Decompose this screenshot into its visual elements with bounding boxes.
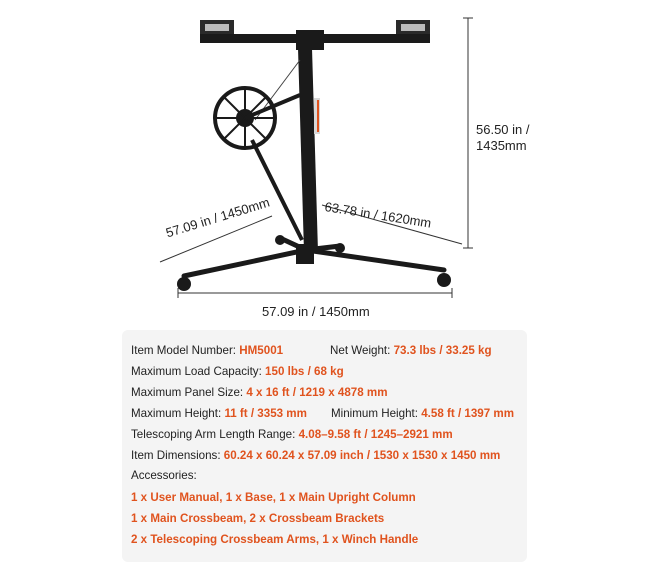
model-value: HM5001 xyxy=(239,344,284,357)
min-height-value: 4.58 ft / 1397 mm xyxy=(421,407,515,420)
dimension-lines xyxy=(160,18,473,298)
height-dimension-line2: 1435mm xyxy=(476,138,527,153)
height-dimension-label xyxy=(476,122,530,154)
net-weight-label: Net Weight: xyxy=(330,344,391,357)
spec-row-model xyxy=(131,344,283,358)
base-dimension-label: 57.09 in / 1450mm xyxy=(262,304,370,319)
load-value: 150 lbs / 68 kg xyxy=(265,365,344,378)
max-height-value: 11 ft / 3353 mm xyxy=(224,407,307,420)
max-height-label: Maximum Height: xyxy=(131,407,222,420)
upright-column xyxy=(255,48,320,252)
spec-row-arm xyxy=(131,428,453,442)
accessory-line-1: 1 x User Manual, 1 x Base, 1 x Main Upright Column xyxy=(131,491,416,504)
min-height-label: Minimum Height: xyxy=(331,407,418,420)
accessory-line-3: 2 x Telescoping Crossbeam Arms, 1 x Winch Handle xyxy=(131,533,419,546)
leg-dimension-label: 57.09 in / 1450mm xyxy=(164,194,272,241)
net-weight-value: 73.3 lbs / 33.25 kg xyxy=(393,344,492,357)
arm-dimension-label: 63.78 in / 1620mm xyxy=(323,199,433,231)
height-dimension-line1: 56.50 in / xyxy=(476,122,530,137)
spec-card xyxy=(122,330,527,562)
accessory-line-2: 1 x Main Crossbeam, 2 x Crossbeam Brackets xyxy=(131,512,385,525)
base-hub xyxy=(296,244,314,264)
arm-label: Telescoping Arm Length Range: xyxy=(131,428,296,441)
spec-row-min-height xyxy=(331,407,514,421)
model-label: Item Model Number: xyxy=(131,344,237,357)
panel-value: 4 x 16 ft / 1219 x 4878 mm xyxy=(246,386,388,399)
item-dimensions-label: Item Dimensions: xyxy=(131,449,221,462)
spec-row-load xyxy=(131,365,344,379)
winch-wheel xyxy=(215,88,300,148)
spec-row-item-dimensions xyxy=(131,449,500,463)
item-dimensions-value: 60.24 x 60.24 x 57.09 inch / 1530 x 1530 x 1450 mm xyxy=(223,449,501,462)
load-label: Maximum Load Capacity: xyxy=(131,365,262,378)
support-brace xyxy=(252,140,302,240)
spec-row-panel xyxy=(131,386,388,400)
panel-label: Maximum Panel Size: xyxy=(131,386,244,399)
spec-row-net-weight xyxy=(330,344,492,358)
crossbeam xyxy=(200,20,430,50)
accessories-label: Accessories: xyxy=(131,469,197,482)
spec-row-max-height xyxy=(131,407,307,421)
arm-value: 4.08–9.58 ft / 1245–2921 mm xyxy=(298,428,453,441)
